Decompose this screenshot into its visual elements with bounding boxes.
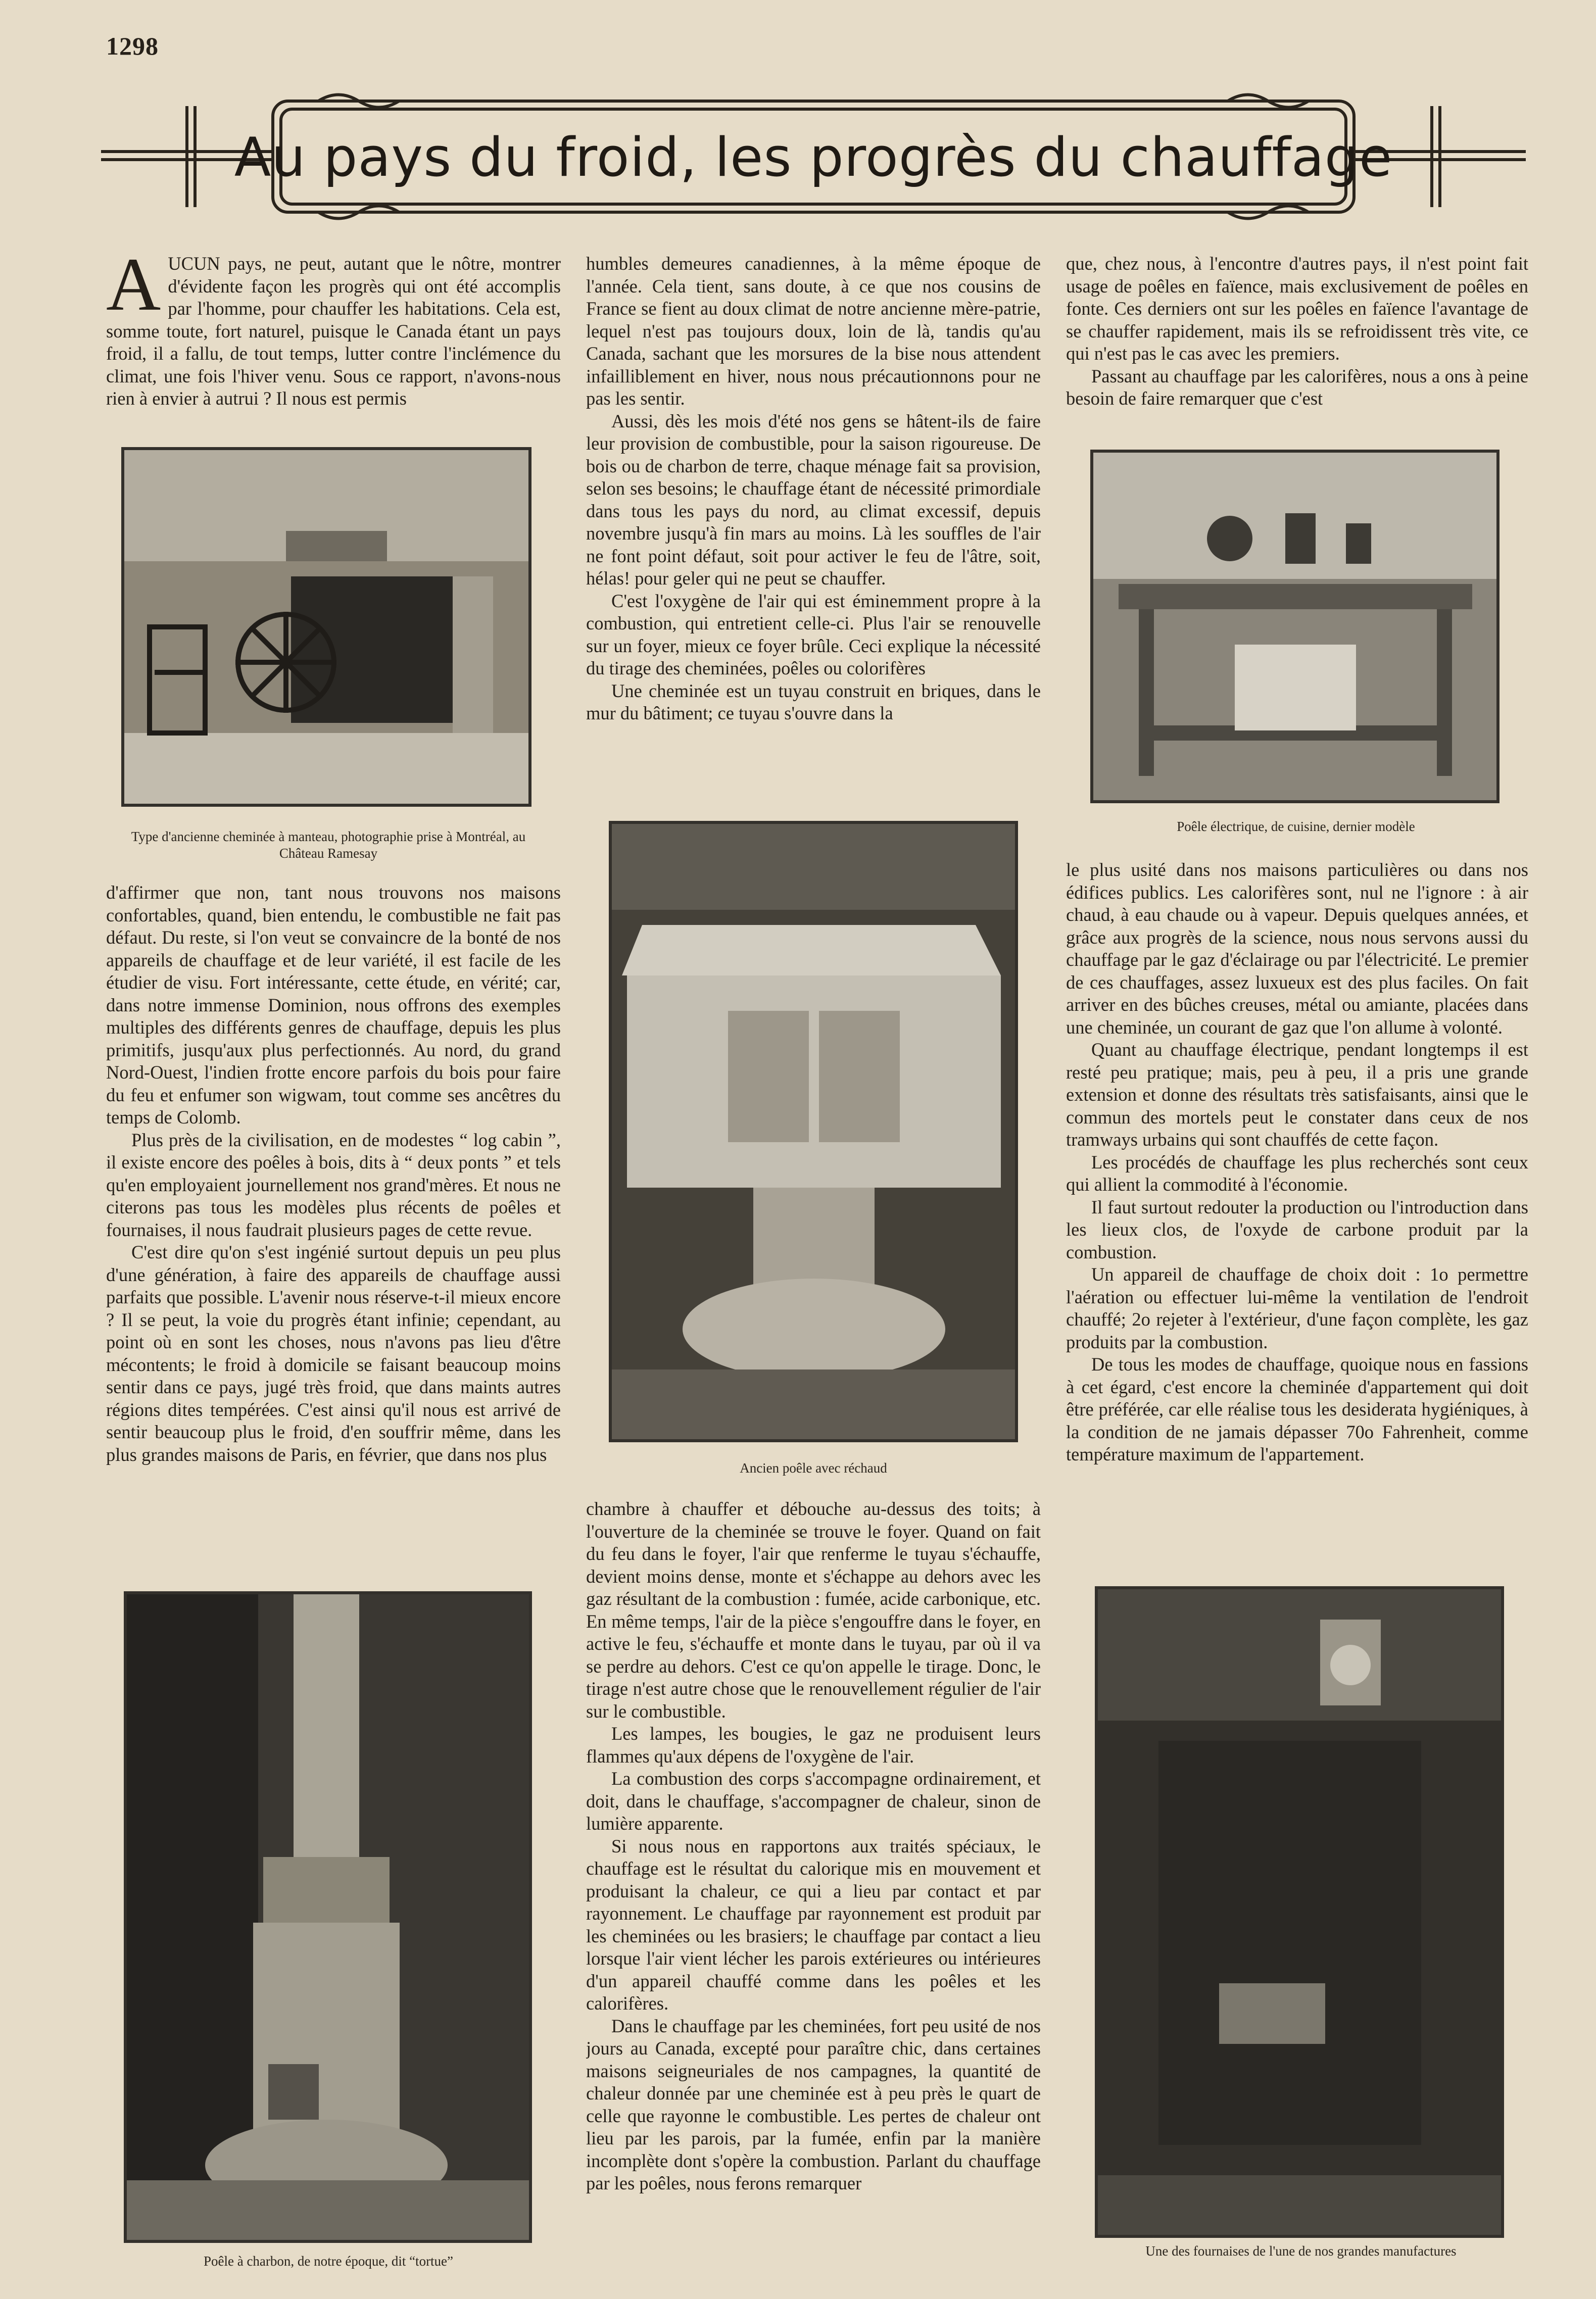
drop-cap: A — [106, 253, 161, 326]
photo-furnace — [1095, 1586, 1504, 2238]
column-3-middle — [1066, 859, 1528, 1566]
paragraph: le plus usité dans nos maisons particulières ou dans nos édifices publics. Les calorifères sont, nul ne l'ignore : à air chaud, à eau chaude ou à vapeur. Depuis quelques années, et grâce aux progrès de la science, nous nous servons aussi du chauffage par le gaz d'éclairage ou par l'électricité. Le premier de ces chauffages, assez luxueux est des plus faciles. On fait arriver en des bûches creuses, métal ou amiante, placées dans une cheminée, un courant de gaz que l'on allume à volonté. — [1066, 859, 1528, 1038]
paragraph: que, chez nous, à l'encontre d'autres pays, il n'est point fait usage de poêles en faïence, mais exclusivement de poêles en fonte. Ces derniers ont sur les poêles en faïence l'avantage de se chauffer rapidement, mais ils se refroidissent très vite, ce qui n'est pas le cas avec les premiers. — [1066, 253, 1528, 364]
paragraph: Si nous nous en rapportons aux traités spéciaux, le chauffage est le résultat du calorique mis en mouvement et produisant la chaleur, ce qui a lieu par contact et par rayonnement. Le chauffage par rayonnement est produit par les cheminées ou les brasiers; le chauffage par contact a lieu lorsque l'air vient lécher les parois extérieures ou intérieures d'un appareil chauffé comme dans les poêles et les calorifères. — [586, 1835, 1041, 2014]
article-title: Au pays du froid, les progrès du chauffage — [234, 126, 1393, 188]
caption-coal-stove: Poêle à charbon, de notre époque, dit “tortue” — [203, 2254, 454, 2269]
photo-fireplace — [121, 447, 531, 807]
photo-electric-stove — [1090, 450, 1500, 803]
paragraph: chambre à chauffer et débouche au-dessus des toits; à l'ouverture de la cheminée se trouve le foyer. Quand on fait du feu dans le foyer, l'air que renferme le tuyau s'échauffe, devient moins dense, monte et s'échappe au dehors avec les gaz résultant de la combustion : fumée, acide carbonique, etc. En même temps, l'air de la pièce s'engouffre dans le foyer, en active le feu, s'échauffe et monte dans le tuyau, par où il va se perdre au dehors. C'est ce qu'on appelle le tirage. Donc, le tirage n'est autre chose que le renouvellement régulier de l'air sur le combustible. — [586, 1498, 1041, 1722]
paragraph: humbles demeures canadiennes, à la même époque de l'année. Cela tient, sans doute, à ce que nos cousins de France se fient au doux climat de notre ancienne mère-patrie, lequel n'est pas toujours doux, loin de là, tandis qu'au Canada, sachant que les morsures de la bise nous attendent infailliblement en hiver, nous nous précautionnons pour ne pas les sentir. — [586, 253, 1041, 409]
caption-old-stove: Ancien poêle avec réchaud — [740, 1460, 887, 1476]
paragraph — [106, 253, 561, 410]
paragraph: Les lampes, les bougies, le gaz ne produisent leurs flammes qu'aux dépens de l'oxygène de l'air. — [586, 1723, 1041, 1767]
column-2-bottom — [586, 1498, 1041, 2293]
caption-furnace: Une des fournaises de l'une de nos grandes manufactures — [1145, 2243, 1457, 2259]
column-2-top — [586, 253, 1041, 798]
electric-stove-illustration — [1093, 453, 1496, 800]
paragraph: Aussi, dès les mois d'été nos gens se hâtent-ils de faire leur provision de combustible, pour la saison rigoureuse. De bois ou de charbon de terre, chaque ménage fait sa provision, selon ses besoins; le chauffage étant de nécessité primordiale dans tous les pays du nord, au climat excessif, depuis novembre jusqu'à fin mars au moins. Là les souffles de l'air ne font point défaut, soit pour activer le feu de l'âtre, soit, hélas! pour geler qui ne peut se chauffer. — [586, 410, 1041, 589]
paragraph-text: UCUN pays, ne peut, autant que le nôtre, montrer d'évidente façon les progrès qui ont été accomplis par l'homme, pour chauffer les habitations. Cela est, somme toute, fort naturel, puisque le Canada étant un pays froid, il a fallu, de tout temps, lutter contre l'inclémence du climat, une fois l'hiver venu. Sous ce rapport, n'avons-nous rien à envier à autrui ? Il nous est permis — [106, 253, 561, 409]
caption-electric-stove: Poêle électrique, de cuisine, dernier modèle — [1177, 819, 1415, 834]
old-stove-illustration — [612, 824, 1015, 1439]
paragraph: Passant au chauffage par les calorifères, nous a ons à peine besoin de faire remarquer que c'est — [1066, 365, 1528, 409]
caption-fireplace: Type d'ancienne cheminée à manteau, photographie prise à Montréal, au Château Ramesay — [131, 829, 526, 861]
column-1-middle — [106, 882, 561, 1599]
coal-stove-illustration — [127, 1594, 529, 2240]
paragraph: Plus près de la civilisation, en de modestes “ log cabin ”, il existe encore des poêles à bois, dits à “ deux ponts ” et tels qu'en employaient journellement nos grand'mères. Et nous ne citerons pas tous les modèles plus récents de poêles et fournaises, il nous faudrait plusieurs pages de cette revue. — [106, 1129, 561, 1240]
paragraph: Une cheminée est un tuyau construit en briques, dans le mur du bâtiment; ce tuyau s'ouvre dans la — [586, 680, 1041, 723]
column-1-top — [106, 253, 561, 434]
photo-old-stove — [609, 821, 1018, 1442]
title-banner — [101, 86, 1526, 237]
paragraph: d'affirmer que non, tant nous trouvons nos maisons confortables, quand, bien entendu, le combustible ne fait pas défaut. Du reste, si l'on veut se convaincre de la bonté de nos appareils de chauffage et de leur variété, il est facile de les étudier de visu. Fort intéressante, cette étude, en vérité; car, dans notre immense Dominion, nous offrons des exemples multiples des différents genres de chauffage, depuis les plus primitifs, jusqu'aux plus perfectionnés. Au nord, du grand Nord-Ouest, l'indien frotte encore parfois du bois pour faire du feu et enfumer son wigwam, tout comme ses ancêtres du temps de Colomb. — [106, 882, 561, 1128]
paragraph: De tous les modes de chauffage, quoique nous en fassions à cet égard, c'est encore la cheminée d'appartement qui doit être préférée, car elle réalise tous les desiderata hygiéniques, à la condition de ne jamais dépasser 70o Fahrenheit, comme température maximum de l'appartement. — [1066, 1354, 1528, 1464]
paragraph: Un appareil de chauffage de choix doit : 1o permettre l'aération ou effectuer lui-même la ventilation de l'endroit chauffé; 2o rejeter à l'extérieur, d'une façon complète, les gaz produits par la combustion. — [1066, 1264, 1528, 1352]
paragraph: Les procédés de chauffage les plus recherchés sont ceux qui allient la commodité à l'économie. — [1066, 1151, 1528, 1195]
photo-coal-stove — [124, 1591, 532, 2243]
paragraph: C'est l'oxygène de l'air qui est éminemment propre à la combustion, qui entretient celle-ci. Plus l'air se renouvelle sur un foyer, mieux ce foyer brûle. Ceci explique la nécessité du tirage des cheminées, poêles ou colorifères — [586, 590, 1041, 678]
paragraph: La combustion des corps s'accompagne ordinairement, et doit, dans le chauffage, s'accompagner de chaleur, sinon de lumière apparente. — [586, 1768, 1041, 1834]
paragraph: Quant au chauffage électrique, pendant longtemps il est resté peu pratique; mais, peu à peu, il a pris une grande extension et donne des résultats très satisfaisants, ainsi que le commun des mortels peut le constater dans ceux de nos tramways urbains qui sont chauffés de cette façon. — [1066, 1039, 1528, 1150]
paragraph: Il faut surtout redouter la production ou l'introduction dans les lieux clos, de l'oxyde de carbone produit par la combustion. — [1066, 1196, 1528, 1262]
paragraph: Dans le chauffage par les cheminées, fort peu usité de nos jours au Canada, excepté pour paraître chic, dans certaines maisons seigneuriales de nos campagnes, la quantité de chaleur donnée par une cheminée est à peu près le quart de celle que rayonne le combustible. Les pertes de chaleur ont lieu par les parois, par la fumée, enfin par la manière incomplète dont s'opère la combustion. Parlant du chauffage par les poêles, nous ferons remarquer — [586, 2015, 1041, 2193]
page-number: 1298 — [106, 32, 159, 60]
column-3-top — [1066, 253, 1528, 434]
fireplace-illustration — [124, 450, 528, 804]
paragraph: C'est dire qu'on s'est ingénié surtout depuis un peu plus d'une génération, à faire des appareils de chauffage aussi parfaits que possible. L'avenir nous réserve-t-il mieux encore ? Il se peut, la voie du progrès étant infinie; cependant, au point où en sont les choses, nous n'avons pas lieu d'être mécontents; le froid à domicile se faisant beaucoup moins sentir dans ce pays, jugé très froid, que dans maints autres régions dites tempérées. C'est ainsi qu'il nous est arrivé de sentir beaucoup plus le froid, d'en souffrir même, dans les plus grandes maisons de Paris, en février, que dans nos plus — [106, 1242, 561, 1465]
furnace-illustration — [1098, 1589, 1501, 2235]
